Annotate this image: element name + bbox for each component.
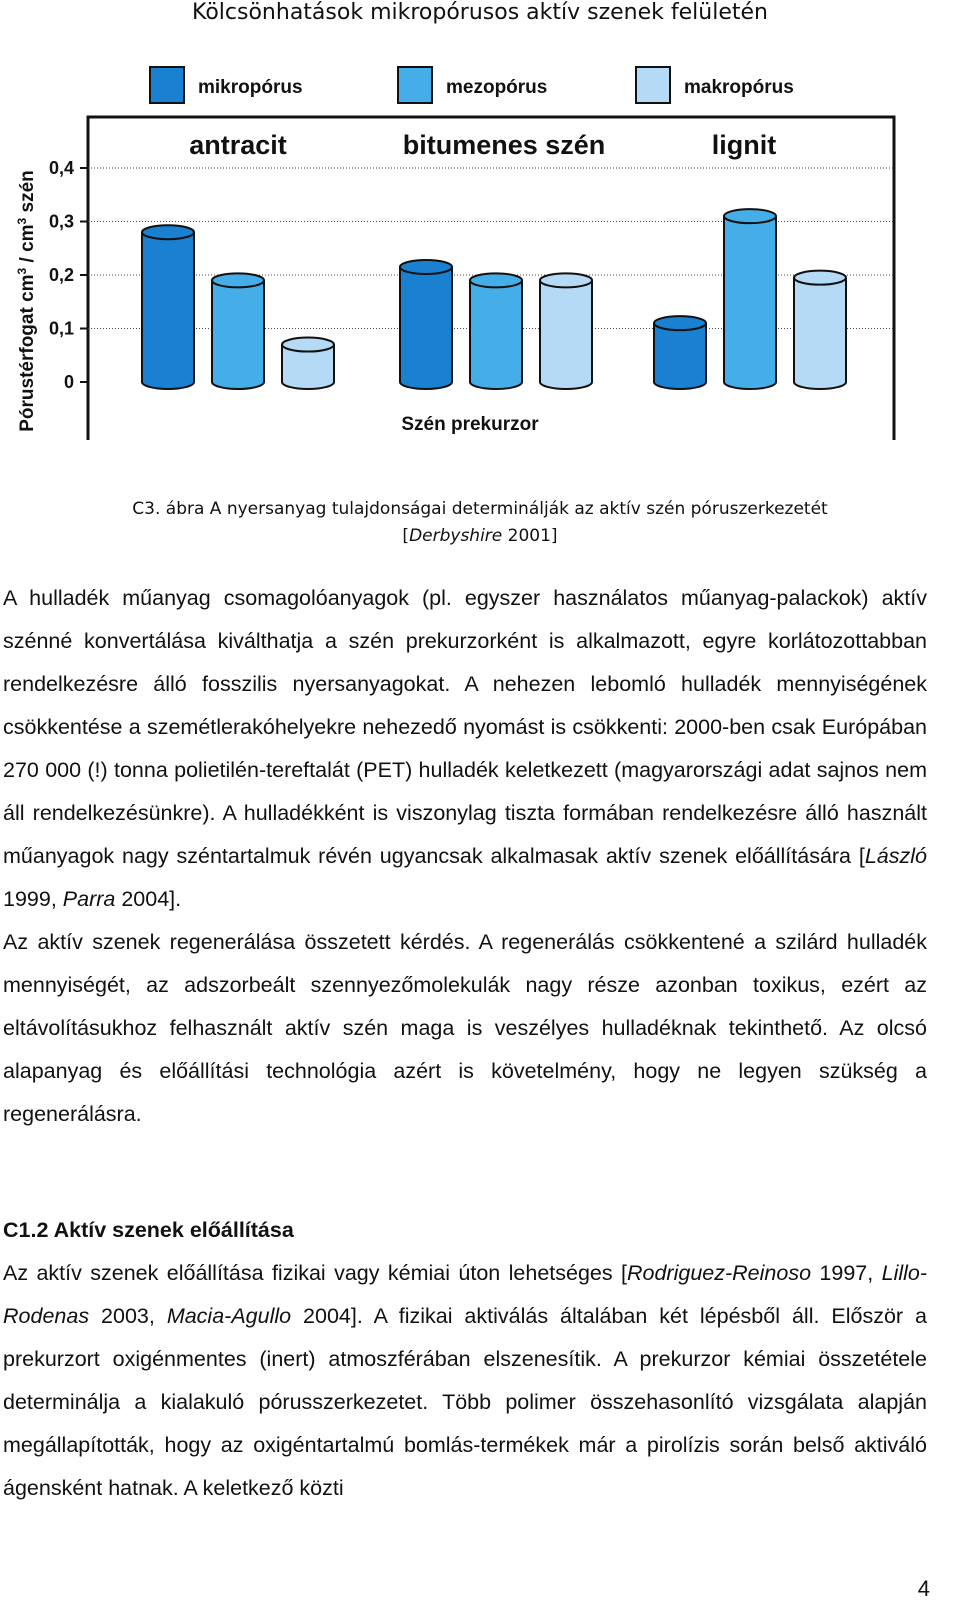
y-tick-label: 0,4 [48,158,74,178]
body-text-block-2 [3,1209,927,1510]
paragraph-1: A hulladék műanyag csomagolóanyagok (pl. egyszer használatos műanyag-palackok) aktív szénné konvertálása kiválthatja a szén prekurzorként is alkalmazott, egyre korlátozottabban rendelkezésre álló fosszilis nyersanyagokat. A nehezen lebomló hulladék mennyiségének csökkentése a szemétlerakóhelyekre nehezedő nyomást is csökkenti: 2000-ben csak Európában 270 000 (!) tonna polietilén-tereftalát (PET) hulladék keletkezett (magyarországi adat sajnos nem áll rendelkezésünkre). A hulladékként is viszonylag tiszta formában rendelkezésre álló használt műanyagok nagy széntartalmuk révén ugyancsak alkalmasak aktív szenek előállítására [László 1999, Parra 2004]. [3,586,927,911]
section-heading: C1.2 Aktív szenek előállítása [3,1218,294,1242]
running-header: Kölcsönhatások mikropórusos aktív szenek felületén [192,0,768,25]
y-axis-ticks [49,158,88,392]
legend-label: mezopórus [446,77,548,98]
body-text-block-1 [3,577,927,1136]
bar [654,316,706,389]
legend-swatch [398,67,432,103]
y-tick-label: 0 [63,372,74,392]
bar [470,273,522,389]
y-tick-label: 0,2 [48,265,74,285]
reference-author: Rodriguez-Reinoso [626,1261,812,1285]
category-label: antracit [189,130,287,160]
legend-label: makropórus [684,77,794,98]
figure-caption [0,496,960,550]
paragraph-2: Az aktív szenek regenerálása összetett kérdés. A regenerálás csökkentené a szilárd hulladék mennyiségét, az adszorbeált szennyezőmolekulák nagy része azonban toxikus, ezért az eltávolításukhoz felhasznált aktív szén maga is veszélyes hulladéknak tekinthető. Az olcsó alapanyag és előállítási technológia azért is követelmény, hogy ne legyen szükség a regenerálásra. [3,930,927,1126]
bar [212,273,264,389]
reference-author: Derbyshire [409,526,503,546]
legend-swatch [150,67,184,103]
bar [400,260,452,389]
y-tick-label: 0,3 [48,211,74,232]
bar [794,271,846,389]
chart-legend [150,67,794,103]
x-axis-label: Szén prekurzor [401,414,539,435]
y-axis-label: Pórustérfogat $cm^3 / cm^3$ szén [15,170,38,432]
reference-author: László [864,844,927,868]
reference-author: Macia-Agullo [166,1304,292,1328]
reference-author: Lillo-Rodenas [3,1261,928,1328]
bar [282,338,334,389]
bar [540,273,592,389]
bar [724,209,776,389]
category-label: bitumenes szén [402,130,606,160]
reference-author: Parra [62,887,116,911]
y-tick-label: 0,1 [48,318,74,339]
caption-line: C3. ábra A nyersanyag tulajdonságai determinálják az aktív szén póruszerkezetét [132,499,828,519]
paragraph-3: Az aktív szenek előállítása fizikai vagy kémiai úton lehetséges [Rodriguez-Reinoso 1997, Lillo-Rodenas 2003, Macia-Agullo 2004]. A fizikai aktiválás általában két lépésből áll. Először a prekurzort oxigénmentes (inert) atmoszférában elszenesítik. A prekurzor kémiai összetétele determinálja a kialakuló pórusszerkezetet. Több polimer összehasonlító vizsgálata alapján megállapították, hogy az oxigéntartalmú bomlás-termékek már a pirolízis során belső aktiváló ágensként hatnak. A keletkező közti [3,1261,928,1500]
pore-volume-bar-chart [0,60,960,440]
legend-label: mikropórus [198,77,303,98]
page-number: 4 [917,1576,930,1601]
bar [142,225,194,389]
category-label: lignit [711,130,777,160]
legend-swatch [636,67,670,103]
caption-reference: [Derbyshire 2001] [402,526,558,546]
